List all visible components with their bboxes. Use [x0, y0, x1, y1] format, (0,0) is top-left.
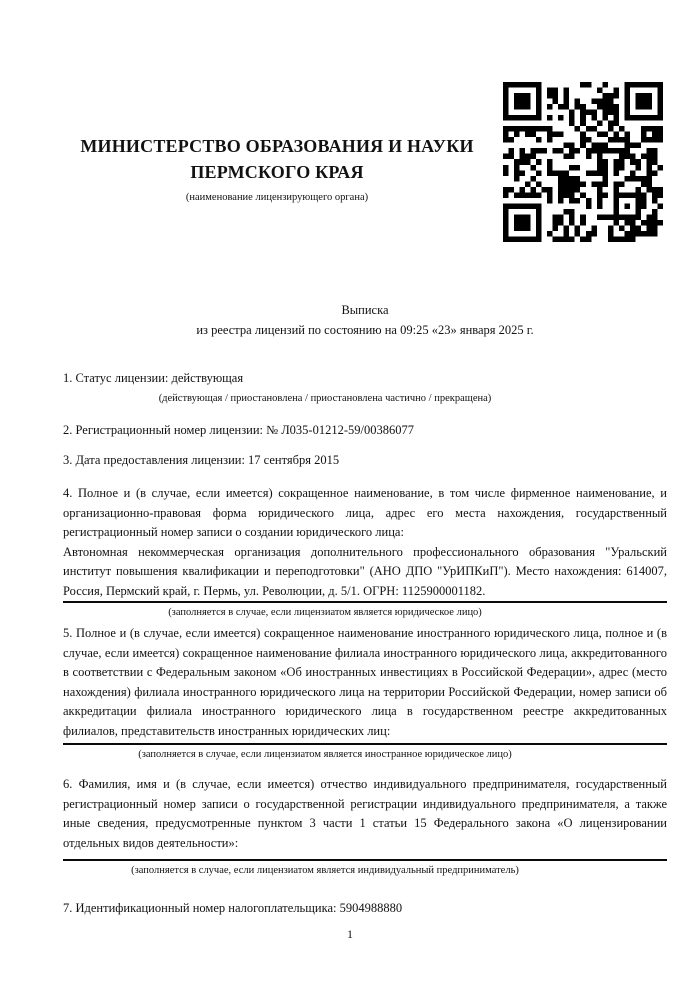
licensing-authority-header: [63, 133, 491, 204]
item-taxpayer-number: [63, 899, 667, 919]
page-number: 1: [347, 927, 353, 941]
fill-in-rule-legal-entity: [63, 601, 667, 603]
legal-entity-label: 4. Полное и (в случае, если имеется) сокращенное наименование, в том числе фирменное наименование, и организационно-правовая форма юридического лица, адрес его места нахождения, государственный регистрационный номер записи о создании юридического лица:: [63, 486, 667, 539]
item-foreign-entity: [63, 624, 667, 761]
entrepreneur-caption: (заполняется в случае, если лицензиатом является индивидуальный предприниматель): [131, 865, 519, 876]
license-status-options-caption: (действующая / приостановлена / приостановлена частично / прекращена): [158, 392, 492, 404]
foreign-entity-label: 5. Полное и (в случае, если имеется) сокращенное наименование иностранного юридического лица, полное и (в случае, если имеется) сокращенное наименование филиала иностранного юридического лица, аккредитованного в соответствии с Федеральным законом «Об иностранных инвестициях в Российской Федерации», адрес (место нахождения) филиала иностранного юридического лица на территории Российской Федерации, номер записи об аккредитации филиала иностранного юридического лица в государственном реестре аккредитованных филиалов, представительств иностранных юридических лиц:: [63, 626, 667, 738]
extract-title-line1: Выписка: [341, 303, 389, 317]
ministry-name-line1: МИНИСТЕРСТВО ОБРАЗОВАНИЯ И НАУКИ: [80, 136, 474, 156]
registration-number-text: 2. Регистрационный номер лицензии: № Л035-01212-59/00386077: [63, 423, 414, 437]
item-legal-entity: [63, 484, 667, 619]
qr-code: [503, 82, 663, 242]
taxpayer-number-text: 7. Идентификационный номер налогоплательщика: 5904988880: [63, 901, 403, 915]
foreign-entity-caption: (заполняется в случае, если лицензиатом является иностранное юридическое лицо): [138, 749, 512, 760]
item-license-date: [63, 451, 667, 471]
licensing-authority-caption: (наименование лицензирующего органа): [185, 192, 369, 203]
entrepreneur-label: 6. Фамилия, имя и (в случае, если имеется) отчество индивидуального предпринимателя, государственный регистрационный номер записи о государственной регистрации индивидуального предпринимателя, а также иные сведения, предусмотренные пунктом 3 части 1 статьи 15 Федерального закона «О лицензировании отдельных видов деятельности»:: [63, 777, 667, 850]
fill-in-rule-foreign-entity: [63, 743, 667, 745]
license-date-text: 3. Дата предоставления лицензии: 17 сентября 2015: [63, 453, 340, 467]
item-registration-number: [63, 421, 667, 441]
fill-in-rule-entrepreneur: [63, 859, 667, 861]
item-license-status: [63, 369, 667, 405]
license-status-text: 1. Статус лицензии: действующая: [63, 371, 244, 385]
extract-title: [63, 301, 667, 340]
legal-entity-caption: (заполняется в случае, если лицензиатом является юридическое лицо): [168, 607, 482, 618]
extract-title-line2: из реестра лицензий по состоянию на 09:25 «23» января 2025 г.: [196, 322, 534, 337]
legal-entity-value: Автономная некоммерческая организация дополнительного профессионального образования "Уральский институт повышения квалификации и переподготовки" (АНО ДПО "УрИПКиП"). Место нахождения: 614007, Россия, Пермский край, г. Пермь, ул. Революции, д. 5/1. ОГРН: 1125900001182.: [63, 544, 667, 598]
ministry-name-line2: ПЕРМСКОГО КРАЯ: [190, 162, 364, 182]
item-entrepreneur: [63, 775, 667, 877]
